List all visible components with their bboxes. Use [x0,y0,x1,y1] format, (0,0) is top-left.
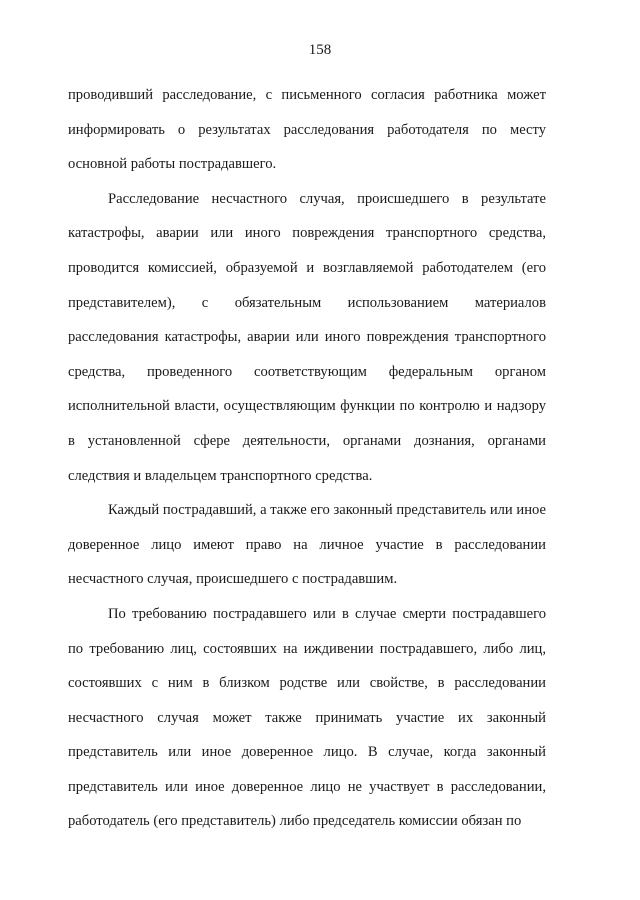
paragraph-representative-participation: По требованию пострадавшего или в случае смерти пострадавшего по требованию лиц, состоявших на иждивении пострадавшего, либо лиц, состоявших с ним в близком родстве или свойстве, в расследовании несчастного случая может также принимать участие их законный представитель или иное доверенное лицо. В случае, когда законный представитель или иное доверенное лицо не участвует в расследовании, работодатель (его представитель) либо председатель комиссии обязан по [68,605,546,830]
paragraph-victim-participation: Каждый пострадавший, а также его законный представитель или иное доверенное лицо имеют право на личное участие в расследовании несчастного случая, происшедшего с пострадавшим. [68,502,546,588]
body-text [68,78,546,839]
page-number: 158 [308,42,332,58]
paragraph-continuation: проводивший расследование, с письменного согласия работника может информировать о результатах расследования работодателя по месту основной работы пострадавшего. [68,87,546,173]
paragraph-transport-investigation: Расследование несчастного случая, происшедшего в результате катастрофы, аварии или иного повреждения транспортного средства, проводится комиссией, образуемой и возглавляемой работодателем (его представителем), с обязательным использованием материалов расследования катастрофы, аварии или иного повреждения транспортного средства, проведенного соответствующим федеральным органом исполнительной власти, осуществляющим функции по контролю и надзору в установленной сфере деятельности, органами дознания, органами следствия и владельцем транспортного средства. [68,190,546,484]
